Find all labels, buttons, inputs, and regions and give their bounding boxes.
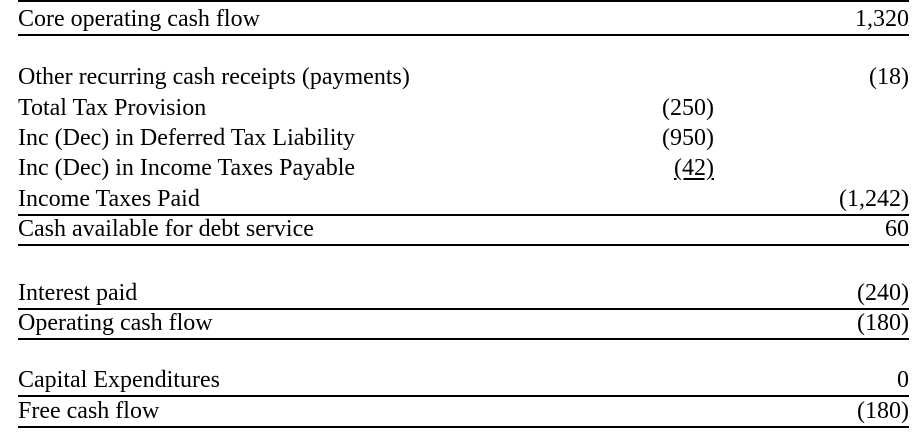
row-operating-cash-flow [18, 308, 909, 340]
row-income-taxes-paid [18, 184, 909, 216]
row-amount: 60 [885, 216, 909, 242]
row-income-taxes-payable [18, 153, 909, 183]
row-amount: (180) [857, 310, 909, 336]
row-total-tax-provision [18, 93, 909, 123]
row-cash-available-for-debt-service [18, 214, 909, 246]
row-mid-amount: (950) [662, 125, 714, 151]
row-label: Inc (Dec) in Deferred Tax Liability [18, 125, 356, 151]
row-label: Inc (Dec) in Income Taxes Payable [18, 155, 356, 181]
row-label: Free cash flow [18, 398, 160, 424]
row-label: Income Taxes Paid [18, 186, 200, 212]
row-label: Operating cash flow [18, 310, 213, 336]
row-interest-paid [18, 278, 909, 310]
row-label: Capital Expenditures [18, 367, 220, 393]
row-amount: (1,242) [839, 186, 909, 212]
top-rule [18, 0, 909, 2]
row-label: Other recurring cash receipts (payments) [18, 64, 410, 90]
row-deferred-tax-liability [18, 123, 909, 153]
row-amount: (180) [857, 398, 909, 424]
row-amount: 1,320 [855, 6, 909, 32]
row-label: Total Tax Provision [18, 95, 207, 121]
row-label: Cash available for debt service [18, 216, 314, 242]
row-amount: 0 [897, 367, 909, 393]
row-capital-expenditures [18, 365, 909, 397]
row-other-recurring-cash [18, 62, 909, 92]
row-mid-amount: (42) [674, 155, 714, 181]
row-label: Core operating cash flow [18, 6, 260, 32]
row-amount: (18) [869, 64, 909, 90]
row-amount: (240) [857, 280, 909, 306]
row-label: Interest paid [18, 280, 138, 306]
row-free-cash-flow [18, 396, 909, 428]
row-core-operating-cash-flow [18, 4, 909, 36]
row-mid-amount: (250) [662, 95, 714, 121]
